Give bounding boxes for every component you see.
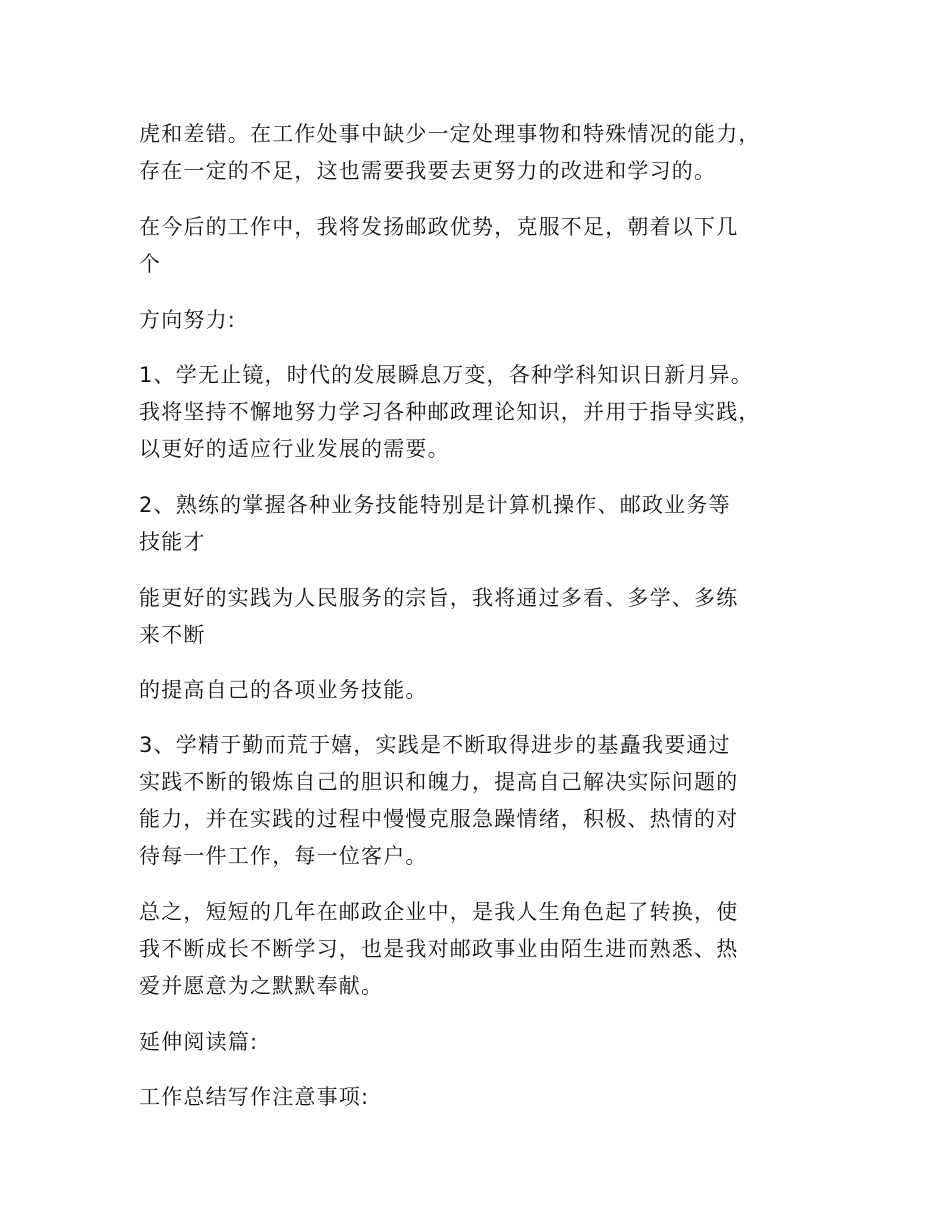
- paragraph-1: [139, 116, 829, 190]
- text-line: 爱并愿意为之默默奉献。: [139, 974, 384, 998]
- text-line: 方向努力:: [139, 308, 237, 332]
- paragraph-9: [139, 894, 829, 1005]
- paragraph-3: [139, 302, 829, 339]
- text-line: 在今后的工作中，我将发扬邮政优势，克服不足，朝着以下几: [139, 215, 739, 239]
- text-line: 实践不断的锻炼自己的胆识和魄力，提高自己解决实际问题的: [139, 770, 739, 794]
- text-line: 虎和差错。在工作处事中缺少一定处理事物和特殊情况的能力，: [139, 122, 761, 146]
- paragraph-6: [139, 580, 829, 654]
- paragraph-10: [139, 1024, 829, 1061]
- text-line: 1、学无止镜，时代的发展瞬息万变，各种学科知识日新月异。: [139, 363, 753, 387]
- text-line: 2、熟练的掌握各种业务技能特别是计算机操作、邮政业务等: [139, 493, 731, 517]
- paragraph-7: [139, 672, 829, 709]
- text-line: 我将坚持不懈地努力学习各种邮政理论知识，并用于指导实践，: [139, 400, 761, 424]
- paragraph-5: [139, 487, 829, 561]
- text-line: 以更好的适应行业发展的需要。: [139, 437, 450, 461]
- text-line: 的提高自己的各项业务技能。: [139, 678, 428, 702]
- text-line: 待每一件工作，每一位客户。: [139, 844, 428, 868]
- text-line: 能更好的实践为人民服务的宗旨，我将通过多看、多学、多练: [139, 586, 739, 610]
- text-line: 来不断: [139, 623, 206, 647]
- text-line: 延伸阅读篇:: [139, 1030, 259, 1054]
- paragraph-2: [139, 209, 829, 283]
- text-line: 存在一定的不足，这也需要我要去更努力的改进和学习的。: [139, 159, 717, 183]
- paragraph-8: [139, 727, 829, 875]
- text-line: 个: [139, 252, 162, 276]
- text-line: 我不断成长不断学习，也是我对邮政事业由陌生进而熟悉、热: [139, 937, 739, 961]
- paragraph-11: [139, 1079, 829, 1116]
- text-line: 3、学精于勤而荒于嬉，实践是不断取得进步的基矗我要通过: [139, 733, 731, 757]
- text-line: 技能才: [139, 530, 206, 554]
- text-line: 能力，并在实践的过程中慢慢克服急躁情绪，积极、热情的对: [139, 807, 739, 831]
- paragraph-4: [139, 357, 829, 468]
- text-line: 总之，短短的几年在邮政企业中，是我人生角色起了转换，使: [139, 900, 739, 924]
- text-line: 工作总结写作注意事项:: [139, 1085, 370, 1109]
